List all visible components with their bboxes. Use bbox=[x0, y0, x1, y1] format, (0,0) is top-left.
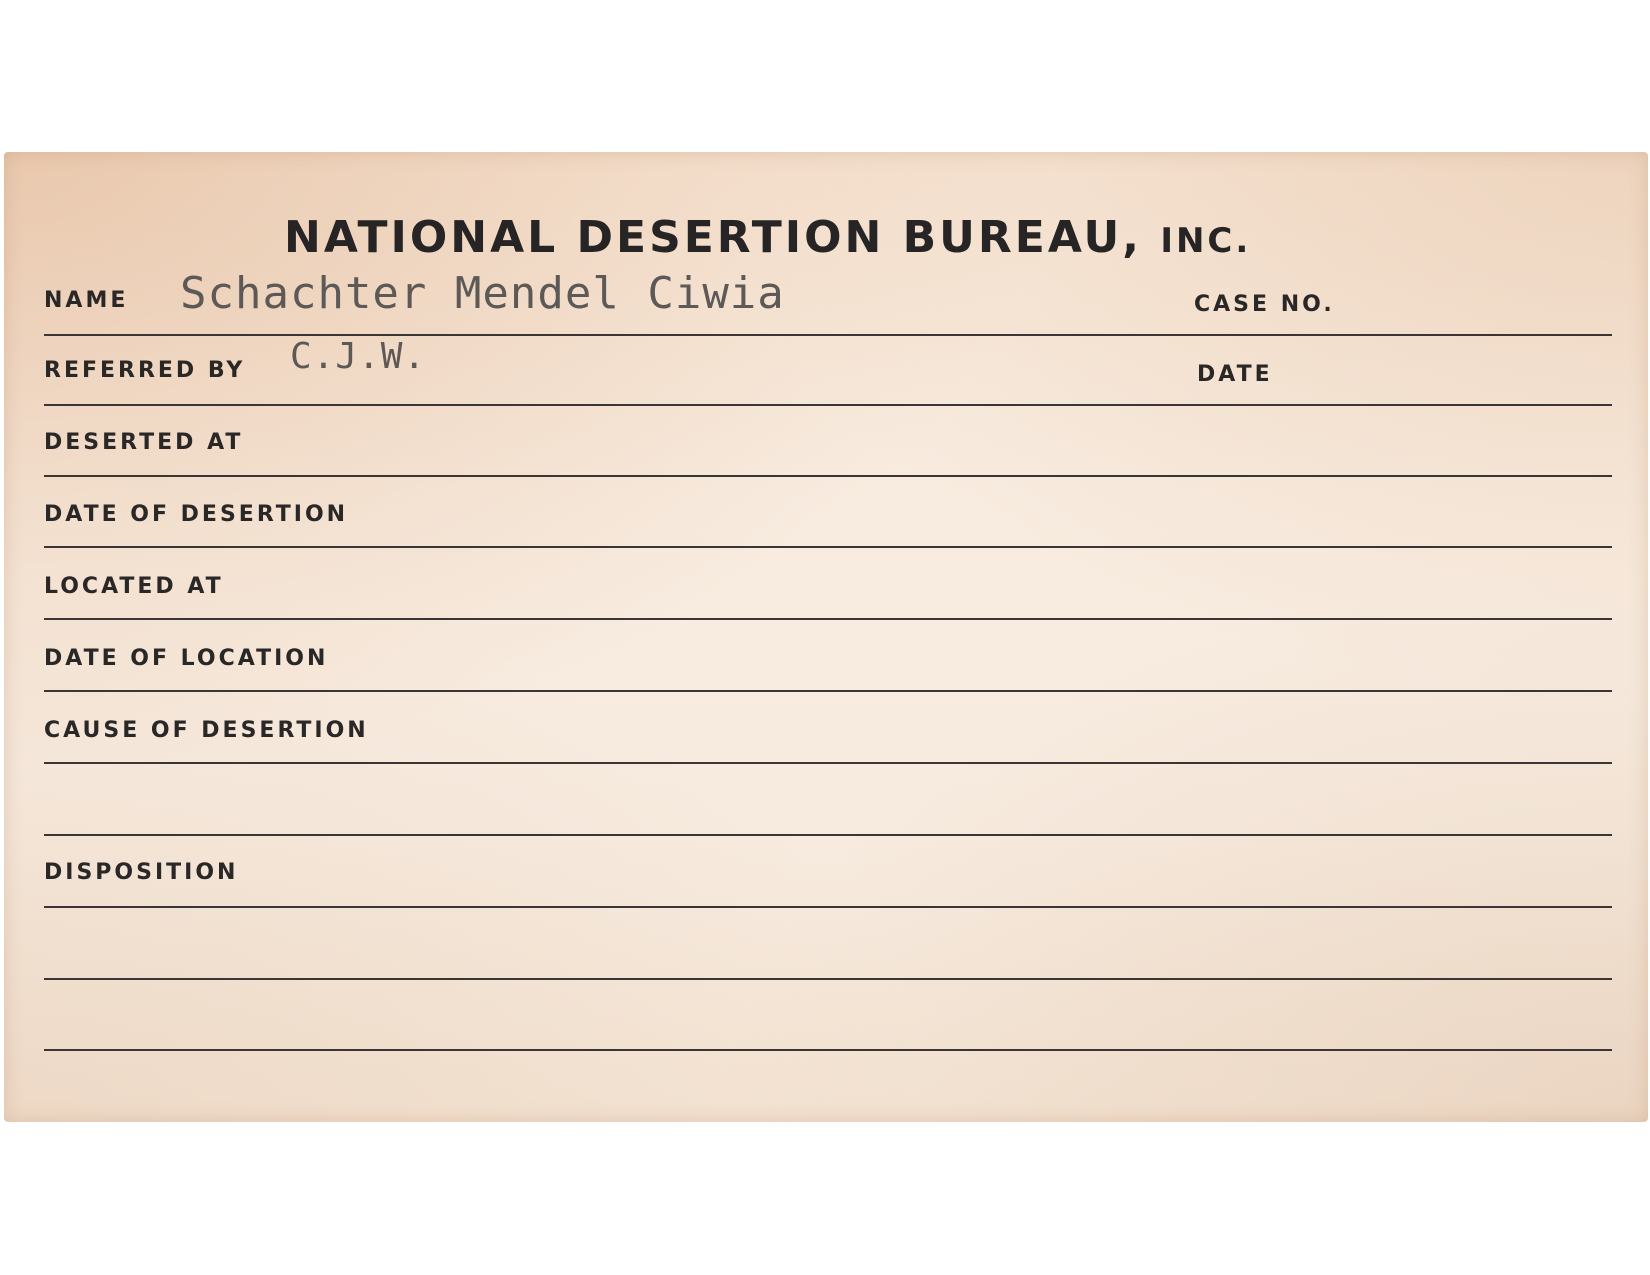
located-at-label: LOCATED AT bbox=[44, 574, 224, 599]
referred-by-rule bbox=[44, 404, 1612, 406]
deserted-at-label: DESERTED AT bbox=[44, 430, 244, 455]
name-value: Schachter Mendel Ciwia bbox=[180, 268, 785, 319]
located-at-rule bbox=[44, 618, 1612, 620]
card-title bbox=[284, 212, 1384, 263]
date-of-location-rule bbox=[44, 690, 1612, 692]
card-title-suffix: INC. bbox=[1160, 221, 1252, 261]
disposition-rule-3 bbox=[44, 1049, 1612, 1051]
referred-by-label: REFERRED BY bbox=[44, 358, 246, 383]
cause-of-desertion-rule-2 bbox=[44, 834, 1612, 836]
index-card bbox=[4, 152, 1648, 1122]
referred-by-value: C.J.W. bbox=[290, 336, 427, 377]
case-no-label: CASE NO. bbox=[1194, 292, 1335, 317]
disposition-rule-2 bbox=[44, 978, 1612, 980]
card-title-main: NATIONAL DESERTION BUREAU, bbox=[284, 212, 1142, 263]
name-rule bbox=[44, 334, 1612, 336]
cause-of-desertion-label: CAUSE OF DESERTION bbox=[44, 718, 369, 743]
date-of-desertion-label: DATE OF DESERTION bbox=[44, 502, 349, 527]
deserted-at-rule bbox=[44, 475, 1612, 477]
disposition-rule bbox=[44, 906, 1612, 908]
date-of-desertion-rule bbox=[44, 546, 1612, 548]
date-of-location-label: DATE OF LOCATION bbox=[44, 646, 329, 671]
name-label: NAME bbox=[44, 288, 129, 313]
disposition-label: DISPOSITION bbox=[44, 860, 239, 885]
date-label: DATE bbox=[1197, 362, 1273, 387]
cause-of-desertion-rule bbox=[44, 762, 1612, 764]
